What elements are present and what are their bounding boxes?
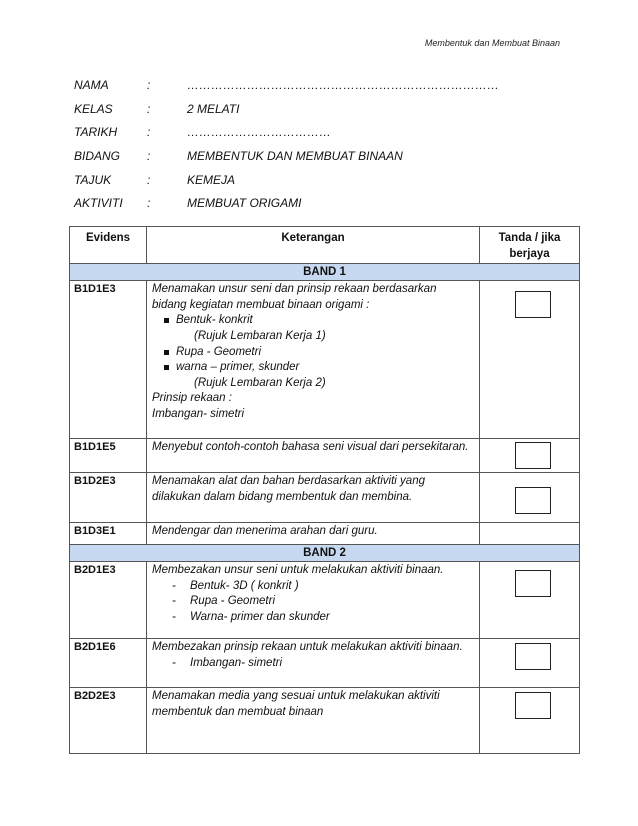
header-evidens: Evidens <box>70 227 147 264</box>
info-row-kelas <box>74 102 574 126</box>
bullet-text: warna – primer, skunder <box>176 361 300 374</box>
info-row-tajuk <box>74 173 574 197</box>
evidence-code: B1D3E1 <box>70 523 147 545</box>
evidence-description: Menamakan media yang sesuai untuk melakukan aktiviti membentuk dan membuat binaan <box>147 688 480 754</box>
info-row-bidang <box>74 149 574 173</box>
description-text: Prinsip rekaan : <box>152 392 232 405</box>
evidence-description: Menyebut contoh-contoh bahasa seni visual dari persekitaran. <box>147 439 480 473</box>
bullet-text: Bentuk- konkrit <box>176 314 253 327</box>
running-header: Membentuk dan Membuat Binaan <box>424 38 560 48</box>
evidence-code: B1D1E5 <box>70 439 147 473</box>
evidence-description <box>147 281 480 439</box>
evidence-description: Mendengar dan menerima arahan dari guru. <box>147 523 480 545</box>
check-box[interactable] <box>515 442 551 469</box>
checkbox-cell <box>480 639 580 688</box>
evidence-description <box>147 639 480 688</box>
check-box[interactable] <box>515 291 551 318</box>
bullet-item <box>152 313 474 329</box>
description-text: Imbangan- simetri <box>152 407 245 420</box>
table-row <box>70 639 580 688</box>
dash-text: Rupa - Geometri <box>190 595 276 608</box>
check-box[interactable] <box>515 692 551 719</box>
evidence-code: B1D2E3 <box>70 473 147 523</box>
header-tanda: Tanda / jika berjaya <box>480 227 580 264</box>
info-value: MEMBENTUK DAN MEMBUAT BINAAN <box>187 149 403 164</box>
name-field[interactable]: …………………………………………………………………… <box>187 78 499 92</box>
evidence-description: Menamakan alat dan bahan berdasarkan aktiviti yang dilakukan dalam bidang membentuk dan membina. <box>147 473 480 523</box>
checkbox-cell <box>480 439 580 473</box>
table-row <box>70 523 580 545</box>
evidence-table <box>69 226 580 754</box>
table-row <box>70 562 580 639</box>
dash-item <box>152 594 474 610</box>
band-1-row <box>70 264 580 281</box>
band-2-row <box>70 545 580 562</box>
band-1-label: BAND 1 <box>70 264 580 281</box>
dash-text: Imbangan- simetri <box>190 656 283 669</box>
info-label: TARIKH <box>74 125 118 140</box>
info-row-tarikh <box>74 125 574 149</box>
empty-cell <box>480 523 580 545</box>
info-colon: : <box>147 172 151 187</box>
dash-item <box>152 579 474 595</box>
description-text: Membezakan unsur seni untuk melakukan aktiviti binaan. <box>152 564 444 577</box>
dash-item <box>152 610 474 626</box>
info-label: NAMA <box>74 78 109 92</box>
date-field[interactable]: ……………………………… <box>187 125 331 140</box>
table-row <box>70 688 580 754</box>
bullet-item <box>152 345 474 361</box>
table-row <box>70 281 580 439</box>
check-box[interactable] <box>515 643 551 670</box>
table-row <box>70 439 580 473</box>
evidence-code: B2D1E6 <box>70 639 147 688</box>
dash-marker: - <box>172 595 176 608</box>
reference-text: (Rujuk Lembaran Kerja 1) <box>194 329 326 342</box>
evidence-description <box>147 562 480 639</box>
square-bullet-icon <box>164 350 169 355</box>
band-2-label: BAND 2 <box>70 545 580 562</box>
check-box[interactable] <box>515 570 551 597</box>
info-label: TAJUK <box>74 172 112 187</box>
description-text: Menamakan unsur seni dan prinsip rekaan berdasarkan bidang kegiatan membuat binaan origami : <box>152 283 437 311</box>
dash-marker: - <box>172 610 176 623</box>
checkbox-cell <box>480 562 580 639</box>
info-value: KEMEJA <box>187 172 236 187</box>
bullet-item <box>152 360 474 376</box>
square-bullet-icon <box>164 365 169 370</box>
dash-text: Bentuk- 3D ( konkrit ) <box>190 579 299 592</box>
reference-text: (Rujuk Lembaran Kerja 2) <box>194 376 326 389</box>
description-text: Membezakan prinsip rekaan untuk melakukan aktiviti binaan. <box>152 641 463 654</box>
header-keterangan: Keterangan <box>147 227 480 264</box>
checkbox-cell <box>480 473 580 523</box>
info-row-aktiviti <box>74 196 574 220</box>
info-colon: : <box>147 149 151 164</box>
info-colon: : <box>147 78 151 92</box>
check-box[interactable] <box>515 487 551 514</box>
info-label: KELAS <box>74 101 113 116</box>
info-colon: : <box>147 101 151 116</box>
dash-item <box>152 656 474 672</box>
checkbox-cell <box>480 281 580 439</box>
checkbox-cell <box>480 688 580 754</box>
info-colon: : <box>147 125 151 140</box>
evidence-code: B2D1E3 <box>70 562 147 639</box>
dash-marker: - <box>172 579 176 592</box>
dash-text: Warna- primer dan skunder <box>190 610 330 623</box>
dash-marker: - <box>172 656 176 669</box>
info-value: 2 MELATI <box>187 101 240 116</box>
student-info <box>74 78 574 220</box>
evidence-code: B2D2E3 <box>70 688 147 754</box>
info-value: MEMBUAT ORIGAMI <box>187 196 302 211</box>
table-row <box>70 473 580 523</box>
info-colon: : <box>147 196 151 211</box>
square-bullet-icon <box>164 318 169 323</box>
info-label: AKTIVITI <box>74 196 123 211</box>
table-header-row <box>70 227 580 264</box>
info-row-nama <box>74 78 574 102</box>
bullet-text: Rupa - Geometri <box>176 345 262 358</box>
info-label: BIDANG <box>74 149 121 164</box>
evidence-code: B1D1E3 <box>70 281 147 439</box>
